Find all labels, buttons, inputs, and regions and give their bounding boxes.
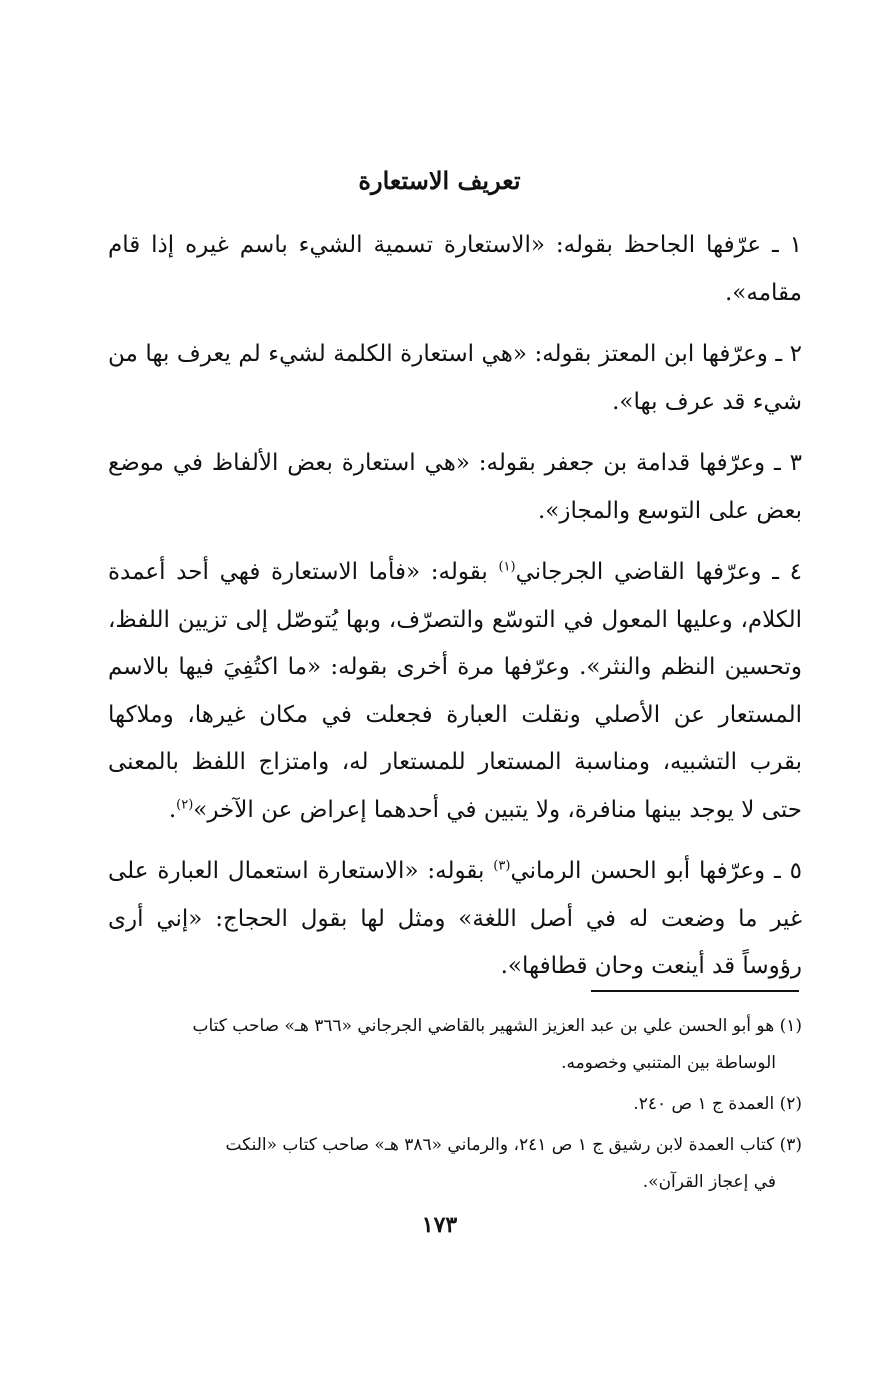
page-title: تعريف الاستعارة (358, 166, 521, 195)
paragraph-4-text-end: . (168, 796, 177, 823)
footnote-3 (108, 1127, 802, 1201)
paragraph-5-text-start: ٥ ـ وعرّفها أبو الحسن الرماني (510, 858, 802, 884)
main-text (108, 222, 802, 1005)
footnotes (108, 1008, 802, 1205)
footnote-ref-3[interactable]: (٣) (493, 858, 511, 874)
paragraph-1 (108, 222, 802, 317)
footnote-2 (108, 1086, 802, 1123)
paragraph-3-text: ٣ ـ وعرّفها قدامة بن جعفر بقوله: «هي استعارة بعض الألفاظ في موضع بعض على التوسع والمجاز». (108, 450, 802, 524)
paragraph-2 (108, 331, 802, 426)
footnote-1 (108, 1008, 802, 1082)
footnote-3-line-1: (٣) كتاب العمدة لابن رشيق ج ١ ص ٢٤١، والرماني «٣٨٦ هـ» صاحب كتاب «النكت (225, 1135, 802, 1155)
paragraph-5 (108, 848, 802, 991)
paragraph-2-text: ٢ ـ وعرّفها ابن المعتز بقوله: «هي استعارة الكلمة لشيء لم يعرف بها من شيء قد عرف بها». (108, 341, 802, 415)
footnote-3-line-2: في إعجاز القرآن». (642, 1172, 776, 1192)
paragraph-1-text: ١ ـ عرّفها الجاحظ بقوله: «الاستعارة تسمية الشيء باسم غيره إذا قام مقامه». (108, 232, 802, 306)
page-number: ١٧٣ (421, 1212, 458, 1238)
paragraph-5-text-rest: بقوله: «الاستعارة استعمال العبارة على غير ما وضعت له في أصل اللغة» ومثل لها بقول الحجاج: «إني أرى رؤوساً قد أينعت وحان قطافها». (108, 858, 802, 979)
paragraph-4-text-start: ٤ ـ وعرّفها القاضي الجرجاني (515, 559, 802, 585)
footnote-1-line-2: الوساطة بين المتنبي وخصومه. (561, 1053, 776, 1073)
footnote-ref-1[interactable]: (١) (498, 559, 516, 575)
footnote-2-line-1: (٢) العمدة ج ١ ص ٢٤٠. (633, 1094, 802, 1114)
paragraph-3 (108, 440, 802, 535)
footnote-divider (591, 990, 799, 992)
paragraph-4-text-rest: بقوله: «فأما الاستعارة فهي أحد أعمدة الكلام، وعليها المعول في التوسّع والتصرّف، وبها يُتوصّل إلى تزيين اللفظ، وتحسين النظم والنثر». وعرّفها مرة أخرى بقوله: «ما اكتُفِيَ فيها بالاسم المستعار عن الأصلي ونقلت العبارة فجعلت في مكان غيرها، وملاكها بقرب التشبيه، ومناسبة المستعار للمستعار له، وامتزاج اللفظ بالمعنى حتى لا يوجد بينها منافرة، ولا يتبين في أحدهما إعراض عن الآخر» (108, 559, 802, 823)
paragraph-4 (108, 549, 802, 834)
footnote-ref-2[interactable]: (٢) (176, 796, 194, 812)
footnote-1-line-1: (١) هو أبو الحسن علي بن عبد العزيز الشهير بالقاضي الجرجاني «٣٦٦ هـ» صاحب كتاب (192, 1016, 802, 1036)
